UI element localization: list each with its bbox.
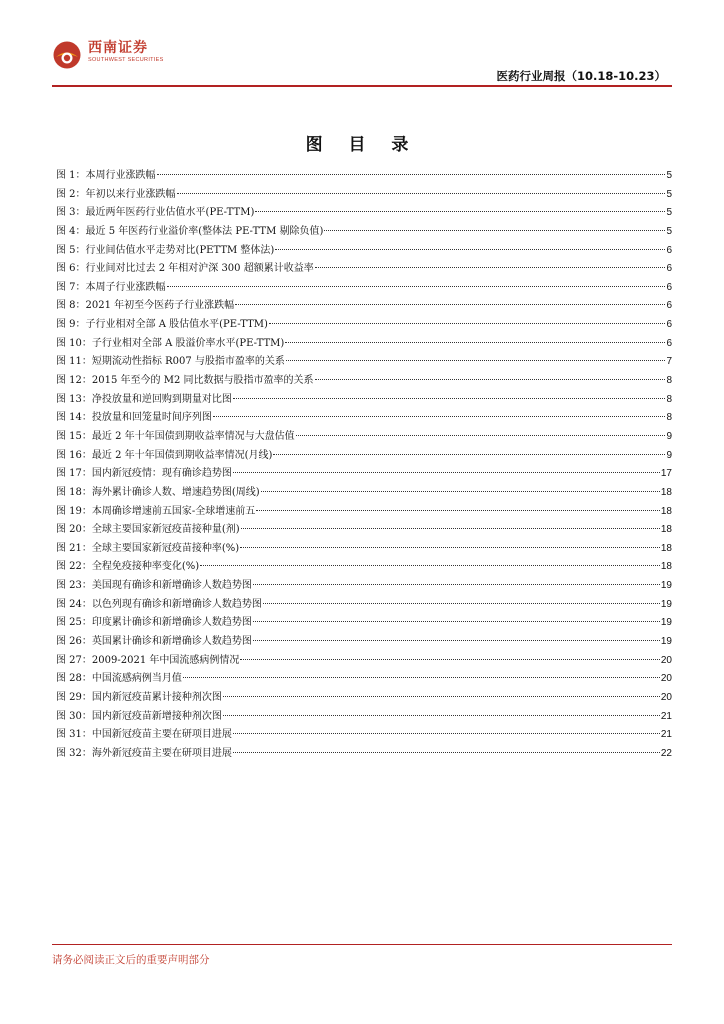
toc-entry[interactable]: [56, 204, 672, 223]
toc-entry[interactable]: [56, 670, 672, 689]
toc-entry[interactable]: [56, 652, 672, 671]
toc-entry-label[interactable]: 图 15：最近 2 年十年国债到期收益率情况与大盘估值: [56, 430, 295, 442]
dot-leader: [200, 565, 660, 566]
toc-entry-label[interactable]: 图 28：中国流感病例当月值: [56, 673, 182, 685]
toc-entry[interactable]: [56, 633, 672, 652]
toc-entry[interactable]: [56, 558, 672, 577]
dot-leader: [263, 603, 660, 604]
toc-entry-page[interactable]: 22: [660, 747, 672, 759]
dot-leader: [296, 435, 666, 436]
toc-entry-page[interactable]: 19: [660, 580, 672, 592]
toc-entry[interactable]: [56, 242, 672, 261]
toc-entry[interactable]: [56, 484, 672, 503]
dot-leader: [240, 547, 660, 548]
toc-entry-label[interactable]: 图 13：净投放量和逆回购到期量对比图: [56, 393, 232, 405]
toc-entry-label[interactable]: 图 30：国内新冠疫苗新增接种剂次图: [56, 710, 222, 722]
toc-entry-label[interactable]: 图 21：全球主要国家新冠疫苗接种率(%): [56, 542, 240, 554]
toc-entry[interactable]: [56, 353, 672, 372]
toc-entry-page[interactable]: 5: [666, 170, 672, 181]
toc-entry[interactable]: [56, 540, 672, 559]
header-divider: [52, 85, 672, 87]
dot-leader: [285, 342, 665, 343]
company-logo: [52, 40, 164, 70]
toc-entry[interactable]: [56, 335, 672, 354]
dot-leader: [315, 379, 666, 380]
swsc-logo-icon: [52, 40, 82, 70]
toc-entry[interactable]: [56, 577, 672, 596]
footer-divider: [52, 944, 672, 945]
toc-title: 图 目 录: [305, 135, 419, 155]
toc-entry[interactable]: [56, 316, 672, 335]
toc-entry[interactable]: [56, 465, 672, 484]
toc-entry-page[interactable]: 18: [660, 505, 672, 517]
dot-leader: [255, 211, 665, 212]
toc-entry-page[interactable]: 5: [666, 225, 672, 237]
dot-leader: [157, 174, 666, 175]
toc-entry[interactable]: [56, 260, 672, 279]
toc-entry-label[interactable]: 图 20：全球主要国家新冠疫苗接种量(剂): [56, 524, 240, 536]
toc-entry-page[interactable]: 18: [660, 486, 672, 498]
toc-entry[interactable]: [56, 409, 672, 428]
dot-leader: [183, 677, 660, 678]
toc-entry-page[interactable]: 6: [666, 337, 672, 349]
page-header: [52, 40, 672, 84]
toc-entry[interactable]: [56, 689, 672, 708]
toc-entry-label[interactable]: 图 3：最近两年医药行业估值水平(PE-TTM): [56, 207, 255, 219]
toc-entry-page[interactable]: 6: [666, 300, 672, 312]
toc-entry-page[interactable]: 9: [666, 449, 672, 461]
dot-leader: [223, 696, 660, 697]
dot-leader: [241, 528, 660, 529]
dot-leader: [275, 249, 665, 250]
toc-entry[interactable]: [56, 186, 672, 205]
logo-name-en: SOUTHWEST SECURITIES: [88, 57, 164, 63]
dot-leader: [233, 752, 660, 753]
toc-entry-page[interactable]: 6: [666, 281, 672, 293]
toc-entry[interactable]: [56, 279, 672, 298]
toc-entry-label[interactable]: 图 23：美国现有确诊和新增确诊人数趋势图: [56, 580, 252, 592]
toc-entry-label[interactable]: 图 5：行业间估值水平走势对比(PETTM 整体法): [56, 244, 275, 256]
toc-entry-label[interactable]: 图 17：国内新冠疫情：现有确诊趋势图: [56, 468, 232, 480]
toc-entry-page[interactable]: 6: [666, 263, 672, 275]
toc-entry-page[interactable]: 19: [660, 598, 672, 610]
toc-entry-label[interactable]: 图 6：行业间对比过去 2 年相对沪深 300 超额累计收益率: [56, 263, 314, 275]
dot-leader: [253, 584, 660, 585]
toc-entry-page[interactable]: 19: [660, 617, 672, 629]
dot-leader: [324, 230, 665, 231]
dot-leader: [233, 472, 660, 473]
dot-leader: [233, 733, 660, 734]
toc-entry-page[interactable]: 9: [666, 430, 672, 442]
toc-entry-page[interactable]: 19: [660, 636, 672, 648]
toc-entry[interactable]: [56, 167, 672, 186]
toc-entry-page[interactable]: 5: [666, 207, 672, 219]
figure-list: [56, 167, 672, 764]
toc-entry-label[interactable]: 图 24：以色列现有确诊和新增确诊人数趋势图: [56, 598, 262, 610]
toc-entry-page[interactable]: 17: [660, 468, 672, 480]
toc-entry-label[interactable]: 图 11：短期流动性指标 R007 与股指市盈率的关系: [56, 356, 285, 368]
toc-entry-label[interactable]: 图 31：中国新冠疫苗主要在研项目进展: [56, 729, 232, 741]
toc-entry[interactable]: [56, 745, 672, 764]
dot-leader: [235, 304, 665, 305]
toc-entry-label[interactable]: 图 9：子行业相对全部 A 股估值水平(PE-TTM): [56, 319, 268, 331]
logo-name-cn: 西南证券: [88, 40, 148, 56]
toc-entry[interactable]: [56, 223, 672, 242]
dot-leader: [253, 621, 660, 622]
dot-leader: [253, 640, 660, 641]
toc-entry-label[interactable]: 图 29：国内新冠疫苗累计接种剂次图: [56, 691, 222, 703]
toc-entry[interactable]: [56, 391, 672, 410]
toc-entry-label[interactable]: 图 27：2009-2021 年中国流感病例情况: [56, 654, 240, 666]
report-title: 医药行业周报（10.18-10.23）: [496, 69, 666, 83]
toc-entry-page[interactable]: 5: [666, 188, 672, 200]
toc-entry-page[interactable]: 7: [666, 356, 672, 368]
toc-entry-page[interactable]: 21: [660, 710, 672, 722]
toc-entry-page[interactable]: 18: [660, 524, 672, 536]
toc-entry-page[interactable]: 18: [660, 561, 672, 573]
toc-entry[interactable]: [56, 708, 672, 727]
toc-entry-label[interactable]: 图 10：子行业相对全部 A 股溢价率水平(PE-TTM): [56, 337, 285, 349]
toc-entry-page[interactable]: 8: [666, 375, 672, 387]
toc-entry[interactable]: [56, 447, 672, 466]
toc-entry-label[interactable]: 图 7：本周子行业涨跌幅: [56, 281, 166, 293]
dot-leader: [177, 193, 666, 194]
toc-entry-label[interactable]: 图 19：本周确诊增速前五国家-全球增速前五: [56, 505, 256, 517]
dot-leader: [315, 267, 666, 268]
dot-leader: [223, 715, 660, 716]
disclaimer-note: 请务必阅读正文后的重要声明部分: [52, 954, 210, 966]
toc-entry-page[interactable]: 8: [666, 412, 672, 424]
toc-entry[interactable]: [56, 614, 672, 633]
dot-leader: [261, 491, 660, 492]
toc-entry-label[interactable]: 图 2：年初以来行业涨跌幅: [56, 188, 176, 200]
dot-leader: [233, 398, 666, 399]
toc-entry-label[interactable]: 图 22：全程免疫接种率变化(%): [56, 561, 200, 573]
dot-leader: [256, 510, 660, 511]
toc-entry[interactable]: [56, 428, 672, 447]
toc-entry-label[interactable]: 图 14：投放量和回笼量时间序列图: [56, 412, 212, 424]
toc-entry-page[interactable]: 21: [660, 729, 672, 741]
dot-leader: [286, 360, 666, 361]
toc-entry[interactable]: [56, 503, 672, 522]
toc-entry-page[interactable]: 6: [666, 244, 672, 256]
toc-entry-label[interactable]: 图 32：海外新冠疫苗主要在研项目进展: [56, 747, 232, 759]
toc-entry-label[interactable]: 图 8：2021 年初至今医药子行业涨跌幅: [56, 300, 235, 312]
toc-entry-page[interactable]: 6: [666, 319, 672, 331]
toc-entry-page[interactable]: 8: [666, 393, 672, 405]
toc-entry-page[interactable]: 20: [660, 673, 672, 685]
dot-leader: [213, 416, 666, 417]
toc-entry-page[interactable]: 18: [660, 542, 672, 554]
toc-entry-page[interactable]: 20: [660, 654, 672, 666]
toc-entry[interactable]: [56, 726, 672, 745]
toc-entry-label[interactable]: 图 4：最近 5 年医药行业溢价率(整体法 PE-TTM 剔除负值): [56, 225, 324, 237]
toc-entry-label[interactable]: 图 16：最近 2 年十年国债到期收益率情况(月线): [56, 449, 273, 461]
toc-entry[interactable]: [56, 521, 672, 540]
dot-leader: [167, 286, 666, 287]
toc-entry[interactable]: [56, 297, 672, 316]
toc-entry-label[interactable]: 图 26：英国累计确诊和新增确诊人数趋势图: [56, 636, 252, 648]
toc-entry[interactable]: [56, 372, 672, 391]
dot-leader: [240, 659, 660, 660]
toc-entry-label[interactable]: 图 1：本周行业涨跌幅: [56, 170, 156, 181]
dot-leader: [273, 454, 665, 455]
toc-entry-label[interactable]: 图 25：印度累计确诊和新增确诊人数趋势图: [56, 617, 252, 629]
toc-entry[interactable]: [56, 596, 672, 615]
toc-entry-page[interactable]: 20: [660, 691, 672, 703]
toc-entry-label[interactable]: 图 18：海外累计确诊人数、增速趋势图(周线): [56, 486, 260, 498]
toc-entry-label[interactable]: 图 12：2015 年至今的 M2 同比数据与股指市盈率的关系: [56, 375, 314, 387]
dot-leader: [269, 323, 666, 324]
